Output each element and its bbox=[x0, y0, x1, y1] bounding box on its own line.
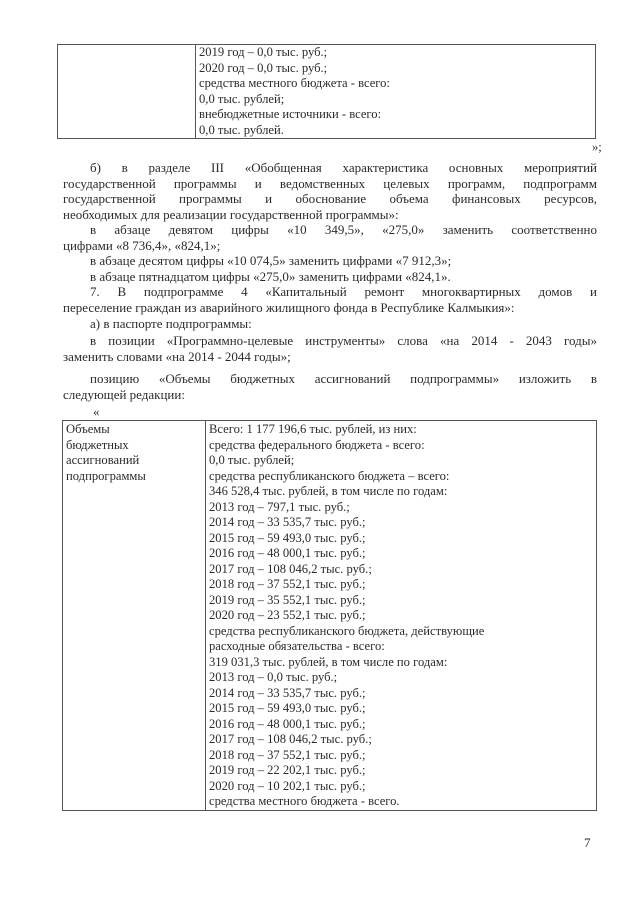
paragraph-position bbox=[90, 333, 597, 348]
text-line: а) в паспорте подпрограммы: bbox=[90, 316, 252, 331]
page-number: 7 bbox=[584, 835, 591, 850]
table-line: 2017 год – 108 046,2 тыс. руб.; bbox=[209, 732, 372, 746]
table-line: 2016 год – 48 000,1 тыс. руб.; bbox=[209, 716, 366, 731]
table-line: средства федерального бюджета - всего: bbox=[209, 437, 425, 452]
text-line: государственной программы и ведомственных целевых программ, подпрограмм bbox=[63, 176, 597, 191]
text-line: необходимых для реализации государственной программы»: bbox=[63, 206, 399, 222]
paragraph-b bbox=[90, 160, 597, 175]
table-line: 2019 год – 22 202,1 тыс. руб.; bbox=[209, 763, 366, 777]
table-line: 2014 год – 33 535,7 тыс. руб.; bbox=[209, 685, 366, 700]
text-line: в абзаце девятом цифры «10 349,5», «275,0» заменить соответственно bbox=[90, 222, 597, 237]
table-right-cell bbox=[206, 421, 597, 811]
table-line: 2019 год – 0,0 тыс. руб.; bbox=[199, 45, 328, 59]
table-line: 2017 год – 108 046,2 тыс. руб.; bbox=[209, 561, 372, 576]
paragraph-a bbox=[90, 316, 597, 331]
text-line: в абзаце пятнадцатом цифры «275,0» заменить цифрами «824,1». bbox=[90, 269, 451, 284]
table-right-cell bbox=[196, 45, 596, 139]
row-label-line: бюджетных bbox=[66, 437, 129, 452]
table-line: 0,0 тыс. рублей; bbox=[209, 453, 295, 467]
table-line: 2020 год – 23 552,1 тыс. руб.; bbox=[209, 608, 366, 622]
paragraph-tenth bbox=[90, 253, 597, 268]
opening-quote: « bbox=[93, 404, 100, 419]
row-label-line: подпрограммы bbox=[66, 468, 146, 483]
table-line: 2015 год – 59 493,0 тыс. руб.; bbox=[209, 701, 366, 715]
table-line: 319 031,3 тыс. рублей, в том числе по годам: bbox=[209, 654, 448, 669]
table-line: 2020 год – 10 202,1 тыс. руб.; bbox=[209, 778, 366, 793]
text-line: б) в разделе III «Обобщенная характеристика основных мероприятий bbox=[90, 160, 597, 175]
table-line: средства республиканского бюджета, действующие bbox=[209, 623, 485, 638]
table-line: средства республиканского бюджета – всего: bbox=[209, 468, 450, 483]
paragraph-fifteenth bbox=[90, 269, 597, 284]
table-line: внебюджетные источники - всего: bbox=[199, 107, 382, 121]
table-line: 0,0 тыс. рублей; bbox=[199, 91, 285, 106]
table-line: 2018 год – 37 552,1 тыс. руб.; bbox=[209, 577, 366, 591]
table-line: 0,0 тыс. рублей. bbox=[199, 122, 284, 137]
table-line: расходные обязательства - всего: bbox=[209, 639, 385, 653]
text-line: следующей редакции: bbox=[63, 387, 185, 402]
text-line: цифрами «8 736,4», «824,1»; bbox=[63, 238, 221, 253]
text-line: 7. В подпрограмме 4 «Капитальный ремонт многоквартирных домов и bbox=[90, 284, 597, 299]
paragraph-volume-cont bbox=[63, 387, 597, 402]
paragraph-ninth-cont bbox=[63, 238, 597, 253]
table-line: 2020 год – 0,0 тыс. руб.; bbox=[199, 60, 328, 75]
text-line: переселение граждан из аварийного жилищного фонда в Республике Калмыкия»: bbox=[63, 300, 515, 315]
table-line: Всего: 1 177 196,6 тыс. рублей, из них: bbox=[209, 422, 417, 436]
table-line: 2013 год – 0,0 тыс. руб.; bbox=[209, 670, 338, 684]
table-line: 346 528,4 тыс. рублей, в том числе по годам: bbox=[209, 484, 448, 498]
table-left-cell bbox=[63, 421, 206, 811]
table-line: 2014 год – 33 535,7 тыс. руб.; bbox=[209, 515, 366, 529]
text-line: заменить словами «на 2014 - 2044 годы»; bbox=[63, 349, 291, 364]
paragraph-volume bbox=[90, 371, 597, 386]
budget-allocations-table bbox=[62, 420, 597, 811]
text-line: в абзаце десятом цифры «10 074,5» заменить цифрами «7 912,3»; bbox=[90, 253, 452, 268]
table-line: 2016 год – 48 000,1 тыс. руб.; bbox=[209, 546, 366, 560]
row-label-line: ассигнований bbox=[66, 453, 140, 467]
paragraph-b-cont bbox=[63, 176, 597, 222]
table-line: средства местного бюджета - всего. bbox=[209, 794, 400, 808]
text-line: государственной программы и обоснование объема финансовых ресурсов, bbox=[63, 191, 597, 207]
text-line: в позиции «Программно-целевые инструменты» слова «на 2014 - 2043 годы» bbox=[90, 333, 597, 348]
budget-table-continuation bbox=[57, 44, 596, 139]
row-label-line: Объемы bbox=[66, 422, 110, 436]
paragraph-section-7 bbox=[90, 284, 597, 299]
table-closing-quote: »; bbox=[592, 140, 602, 154]
paragraph-section-7-cont bbox=[63, 300, 597, 315]
table-line: средства местного бюджета - всего: bbox=[199, 76, 390, 90]
paragraph-position-cont bbox=[63, 349, 597, 364]
table-line: 2013 год – 797,1 тыс. руб.; bbox=[209, 499, 350, 514]
table-line: 2019 год – 35 552,1 тыс. руб.; bbox=[209, 592, 366, 607]
table-left-cell bbox=[58, 45, 196, 139]
paragraph-ninth bbox=[90, 222, 597, 237]
table-line: 2018 год – 37 552,1 тыс. руб.; bbox=[209, 747, 366, 762]
text-line: позицию «Объемы бюджетных ассигнований подпрограммы» изложить в bbox=[90, 371, 597, 386]
table-line: 2015 год – 59 493,0 тыс. руб.; bbox=[209, 530, 366, 545]
